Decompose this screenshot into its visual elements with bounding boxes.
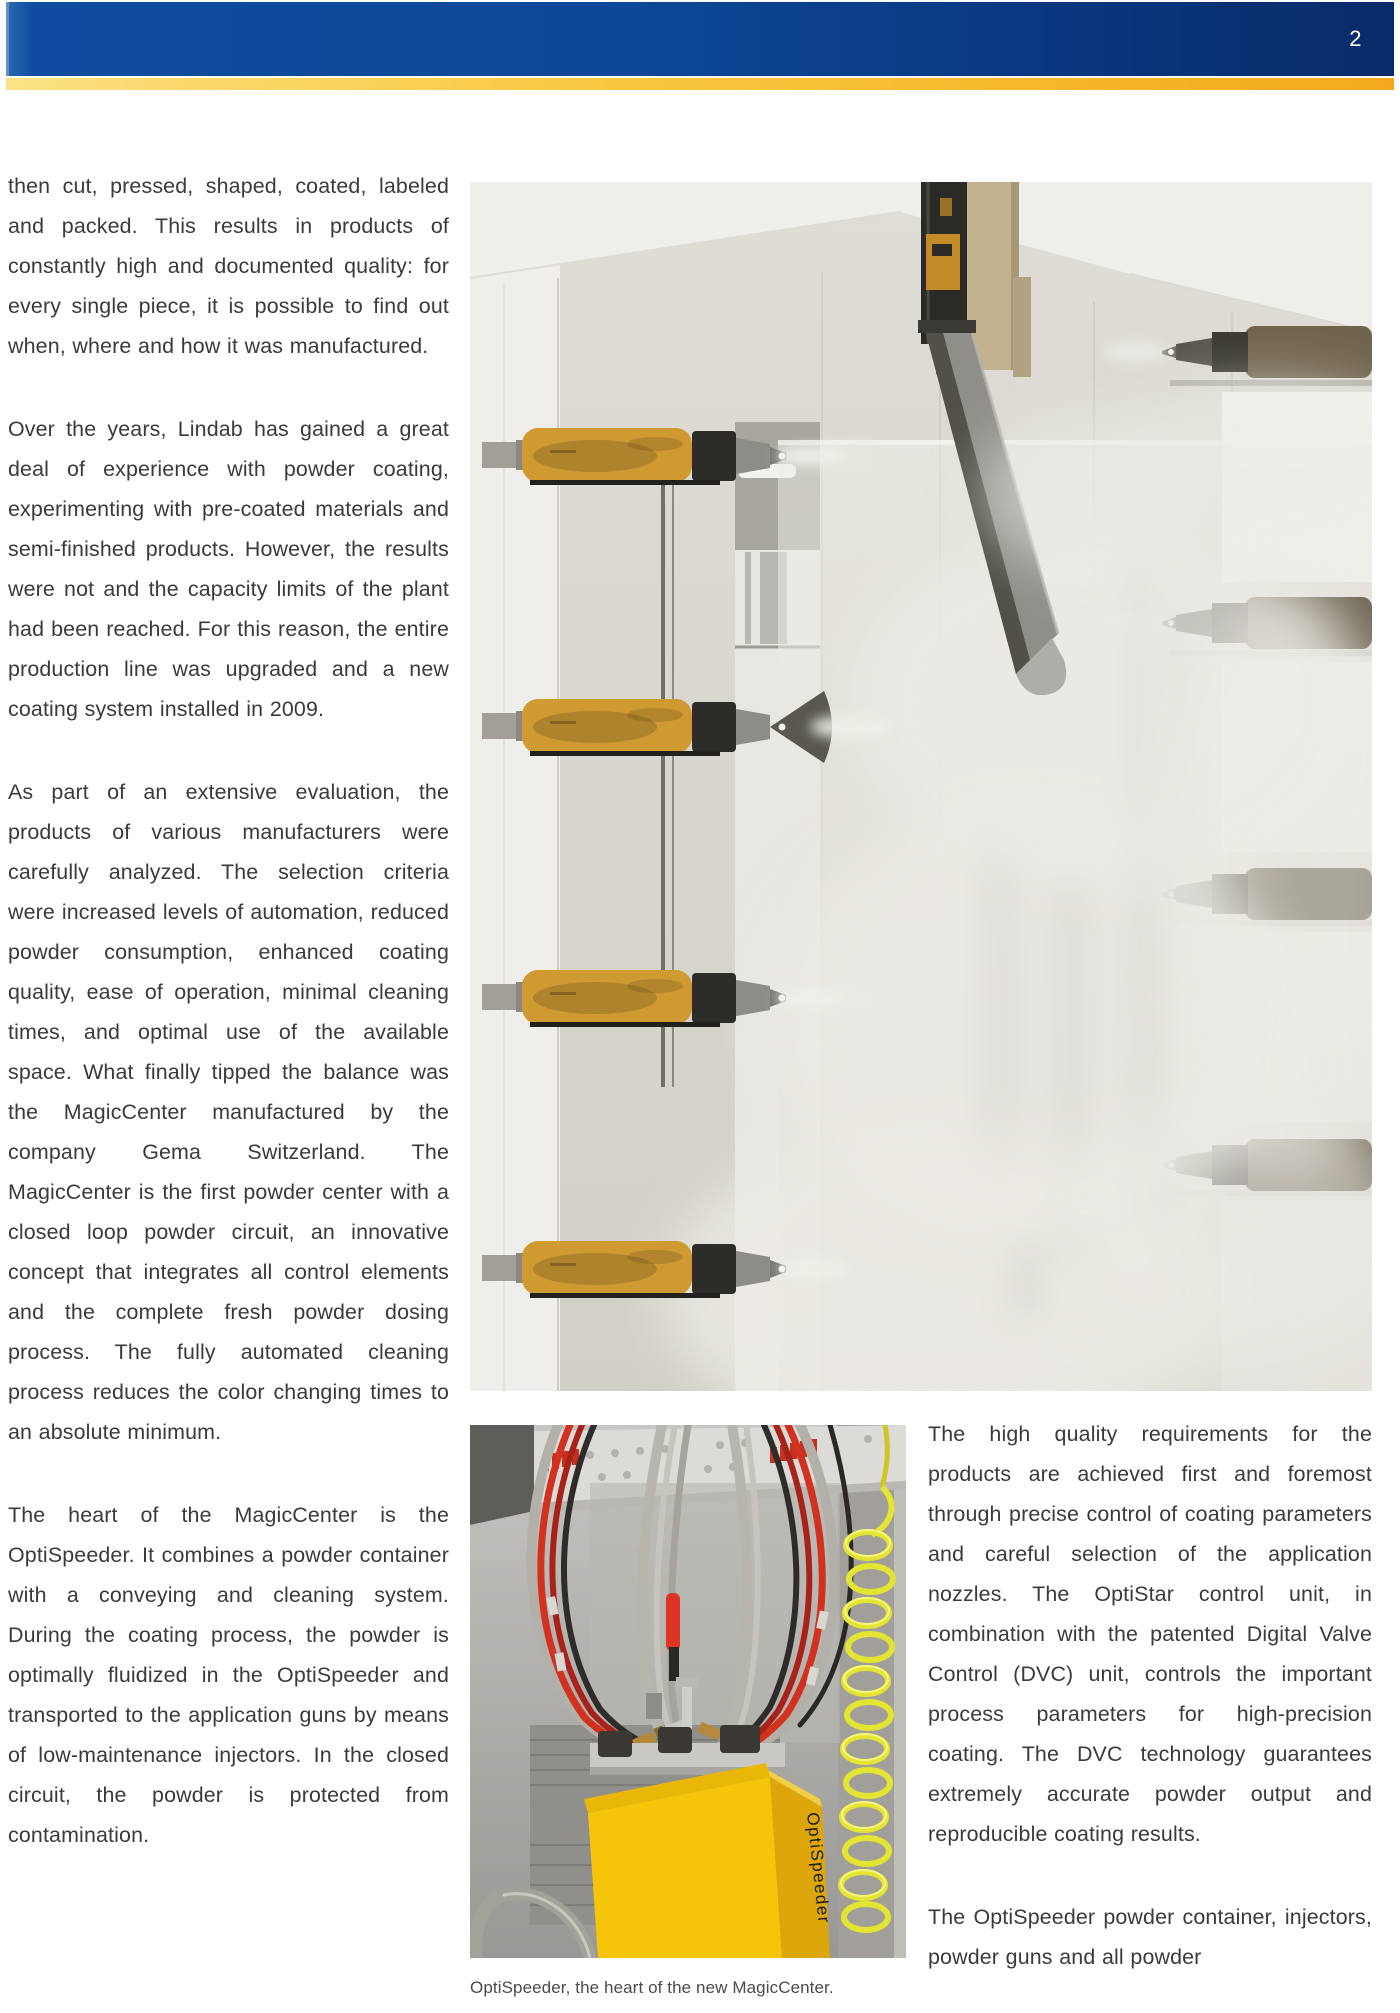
optispeeder-photo (470, 1425, 906, 1958)
photo-caption: OptiSpeeder, the heart of the new MagicCenter. (470, 1978, 834, 1997)
body-paragraph: The high quality requirements for the products are achieved first and foremost through precise control of coating parameters and careful selection of the application nozzles. The OptiStar control unit, in combination with the patented Digital Valve Control (DVC) unit, controls the important process parameters for high-precision coating. The DVC technology guarantees extremely accurate powder output and reproducible coating results. (928, 1422, 1372, 1846)
body-paragraph: Over the years, Lindab has gained a great deal of experience with powder coating, experimenting with pre-coated materials and semi-finished products. However, the results were not and the capacity limits of the plant had been reached. For this reason, the entire production line was upgraded and a new coating system installed in 2009. (8, 417, 449, 721)
body-paragraph: then cut, pressed, shaped, coated, labeled and packed. This results in products of constantly high and documented quality: for every single piece, it is possible to find out when, where and how it was manufactured. (8, 174, 449, 358)
body-paragraph: The heart of the MagicCenter is the OptiSpeeder. It combines a powder container with a conveying and cleaning system. During the coating process, the powder is optimally fluidized in the OptiSpeeder and transported to the application guns by means of low-maintenance injectors. In the closed circuit, the powder is protected from contamination. (8, 1503, 449, 1847)
accent-stripe (6, 78, 1394, 90)
header-bar (6, 2, 1394, 76)
right-column (928, 1414, 1372, 1977)
body-paragraph: The OptiSpeeder powder container, injectors, powder guns and all powder (928, 1905, 1372, 1969)
header-bar-left-edge (6, 2, 9, 76)
powder-booth-photo (470, 182, 1372, 1391)
page-number: 2 (1349, 26, 1362, 51)
left-column (8, 166, 449, 1855)
equipment-label: OptiSpeeder (803, 1811, 834, 1925)
body-paragraph: As part of an extensive evaluation, the products of various manufacturers were carefully analyzed. The selection criteria were increased levels of automation, reduced powder consumption, enhanced coating quality, ease of operation, minimal cleaning times, and optimal use of the available space. What finally tipped the balance was the MagicCenter manufactured by the company Gema Switzerland. The MagicCenter is the first powder center with a closed loop powder circuit, an innovative concept that integrates all control elements and the complete fresh powder dosing process. The fully automated cleaning process reduces the color changing times to an absolute minimum. (8, 780, 449, 1444)
